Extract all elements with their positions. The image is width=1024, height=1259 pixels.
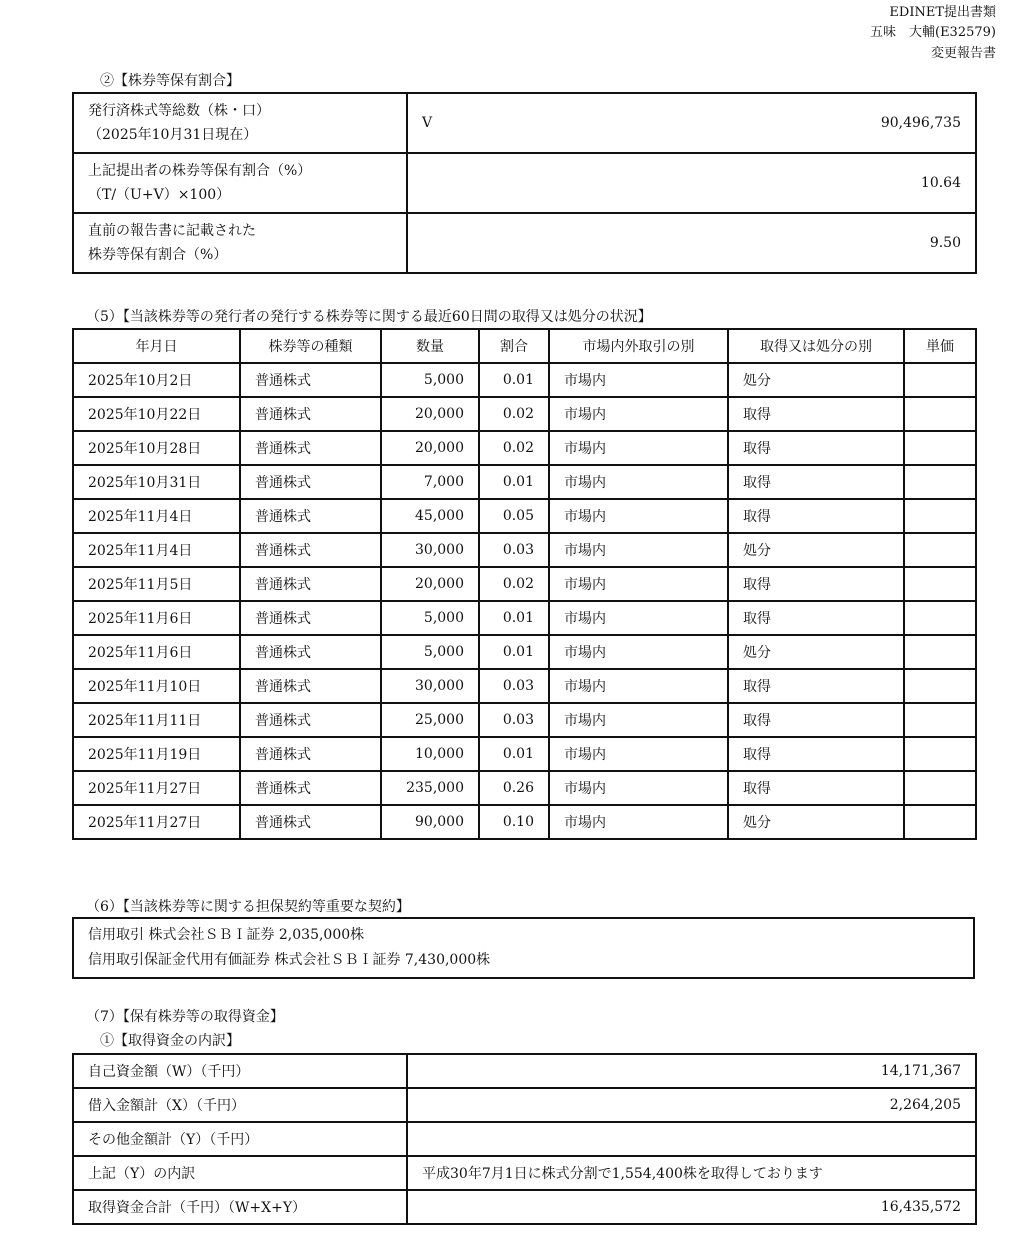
ratio-cell: 0.01 bbox=[479, 737, 549, 771]
row-value: 90,496,735 bbox=[880, 115, 961, 131]
funds-value bbox=[407, 1122, 976, 1156]
date-cell: 2025年10月28日 bbox=[73, 431, 240, 465]
action-cell: 処分 bbox=[728, 805, 904, 839]
type-cell: 普通株式 bbox=[240, 533, 381, 567]
price-cell bbox=[904, 601, 976, 635]
funds-value: 2,264,205 bbox=[407, 1088, 976, 1122]
market-cell: 市場内 bbox=[549, 601, 728, 635]
ratio-cell: 0.02 bbox=[479, 567, 549, 601]
table-row bbox=[73, 567, 976, 601]
value-cell bbox=[407, 213, 976, 273]
funds-value: 16,435,572 bbox=[407, 1190, 976, 1224]
market-cell: 市場内 bbox=[549, 499, 728, 533]
quantity-cell: 30,000 bbox=[381, 669, 479, 703]
type-cell: 普通株式 bbox=[240, 805, 381, 839]
header-action: 取得又は処分の別 bbox=[728, 329, 904, 363]
ratio-cell: 0.03 bbox=[479, 533, 549, 567]
funds-label: 自己資金額（W）（千円） bbox=[73, 1054, 407, 1088]
market-cell: 市場内 bbox=[549, 703, 728, 737]
quantity-cell: 20,000 bbox=[381, 397, 479, 431]
funds-label: 取得資金合計（千円）（W+X+Y） bbox=[73, 1190, 407, 1224]
price-cell bbox=[904, 771, 976, 805]
table-row bbox=[73, 499, 976, 533]
ratio-cell: 0.01 bbox=[479, 635, 549, 669]
holding-ratio-title: ②【株券等保有割合】 bbox=[100, 73, 240, 89]
ratio-cell: 0.02 bbox=[479, 397, 549, 431]
quantity-cell: 5,000 bbox=[381, 635, 479, 669]
date-cell: 2025年10月31日 bbox=[73, 465, 240, 499]
market-cell: 市場内 bbox=[549, 533, 728, 567]
row-sublabel: 株券等保有割合（%） bbox=[88, 247, 228, 263]
quantity-cell: 7,000 bbox=[381, 465, 479, 499]
type-cell: 普通株式 bbox=[240, 397, 381, 431]
type-cell: 普通株式 bbox=[240, 465, 381, 499]
action-cell: 取得 bbox=[728, 703, 904, 737]
row-value: 10.64 bbox=[920, 175, 961, 191]
action-cell: 取得 bbox=[728, 737, 904, 771]
quantity-cell: 5,000 bbox=[381, 363, 479, 397]
market-cell: 市場内 bbox=[549, 669, 728, 703]
market-cell: 市場内 bbox=[549, 635, 728, 669]
market-cell: 市場内 bbox=[549, 465, 728, 499]
funds-value: 平成30年7月1日に株式分割で1,554,400株を取得しております bbox=[407, 1156, 976, 1190]
table-row bbox=[73, 1190, 976, 1224]
ratio-cell: 0.10 bbox=[479, 805, 549, 839]
table-row bbox=[73, 918, 974, 978]
header-quantity: 数量 bbox=[381, 329, 479, 363]
ratio-cell: 0.05 bbox=[479, 499, 549, 533]
quantity-cell: 45,000 bbox=[381, 499, 479, 533]
table-row bbox=[73, 363, 976, 397]
label-cell bbox=[73, 213, 407, 273]
action-cell: 取得 bbox=[728, 397, 904, 431]
header-type: 株券等の種類 bbox=[240, 329, 381, 363]
ratio-cell: 0.01 bbox=[479, 601, 549, 635]
date-cell: 2025年11月27日 bbox=[73, 771, 240, 805]
ratio-cell: 0.02 bbox=[479, 431, 549, 465]
doc-header-filer: 五味 大輔(E32579) bbox=[870, 25, 996, 40]
date-cell: 2025年11月11日 bbox=[73, 703, 240, 737]
doc-header-edinet: EDINET提出書類 bbox=[889, 5, 996, 20]
header-date: 年月日 bbox=[73, 329, 240, 363]
table-row bbox=[73, 153, 976, 213]
funds-label: その他金額計（Y）（千円） bbox=[73, 1122, 407, 1156]
table-row bbox=[73, 213, 976, 273]
type-cell: 普通株式 bbox=[240, 635, 381, 669]
table-row bbox=[73, 533, 976, 567]
action-cell: 取得 bbox=[728, 499, 904, 533]
price-cell bbox=[904, 431, 976, 465]
type-cell: 普通株式 bbox=[240, 669, 381, 703]
price-cell bbox=[904, 669, 976, 703]
value-cell bbox=[407, 93, 976, 153]
price-cell bbox=[904, 465, 976, 499]
type-cell: 普通株式 bbox=[240, 601, 381, 635]
table-header-row bbox=[73, 329, 976, 363]
value-cell bbox=[407, 153, 976, 213]
table-row bbox=[73, 431, 976, 465]
header-price: 単価 bbox=[904, 329, 976, 363]
price-cell bbox=[904, 363, 976, 397]
value-code: V bbox=[422, 115, 433, 131]
header-ratio: 割合 bbox=[479, 329, 549, 363]
quantity-cell: 10,000 bbox=[381, 737, 479, 771]
quantity-cell: 20,000 bbox=[381, 431, 479, 465]
doc-header-report-type: 変更報告書 bbox=[930, 46, 996, 61]
market-cell: 市場内 bbox=[549, 397, 728, 431]
funds-table bbox=[72, 1053, 977, 1225]
ratio-cell: 0.01 bbox=[479, 363, 549, 397]
type-cell: 普通株式 bbox=[240, 771, 381, 805]
funds-label: 借入金額計（X）（千円） bbox=[73, 1088, 407, 1122]
table-row bbox=[73, 93, 976, 153]
ratio-cell: 0.26 bbox=[479, 771, 549, 805]
funds-value: 14,171,367 bbox=[407, 1054, 976, 1088]
type-cell: 普通株式 bbox=[240, 703, 381, 737]
market-cell: 市場内 bbox=[549, 771, 728, 805]
contract-line: 信用取引 株式会社ＳＢＩ証券 2,035,000株 bbox=[88, 927, 365, 943]
action-cell: 取得 bbox=[728, 567, 904, 601]
contracts-cell bbox=[73, 918, 974, 978]
row-sublabel: （2025年10月31日現在） bbox=[88, 127, 258, 143]
row-label: 上記提出者の株券等保有割合（%） bbox=[88, 163, 312, 179]
quantity-cell: 90,000 bbox=[381, 805, 479, 839]
date-cell: 2025年11月5日 bbox=[73, 567, 240, 601]
action-cell: 取得 bbox=[728, 771, 904, 805]
action-cell: 処分 bbox=[728, 363, 904, 397]
table-row bbox=[73, 397, 976, 431]
type-cell: 普通株式 bbox=[240, 431, 381, 465]
action-cell: 処分 bbox=[728, 635, 904, 669]
table-row bbox=[73, 465, 976, 499]
market-cell: 市場内 bbox=[549, 431, 728, 465]
contracts-table bbox=[72, 917, 975, 979]
table-row bbox=[73, 1122, 976, 1156]
action-cell: 処分 bbox=[728, 533, 904, 567]
price-cell bbox=[904, 703, 976, 737]
date-cell: 2025年11月6日 bbox=[73, 601, 240, 635]
table-row bbox=[73, 703, 976, 737]
funds-label: 上記（Y）の内訳 bbox=[73, 1156, 407, 1190]
table-row bbox=[73, 601, 976, 635]
market-cell: 市場内 bbox=[549, 567, 728, 601]
date-cell: 2025年11月10日 bbox=[73, 669, 240, 703]
table-row bbox=[73, 771, 976, 805]
price-cell bbox=[904, 635, 976, 669]
table-row bbox=[73, 1054, 976, 1088]
price-cell bbox=[904, 805, 976, 839]
ratio-cell: 0.03 bbox=[479, 703, 549, 737]
row-label: 発行済株式等総数（株・口） bbox=[88, 103, 270, 119]
action-cell: 取得 bbox=[728, 669, 904, 703]
table-row bbox=[73, 1156, 976, 1190]
date-cell: 2025年11月4日 bbox=[73, 533, 240, 567]
row-sublabel: （T/（U+V）×100） bbox=[88, 187, 231, 203]
header-market: 市場内外取引の別 bbox=[549, 329, 728, 363]
label-cell bbox=[73, 153, 407, 213]
quantity-cell: 235,000 bbox=[381, 771, 479, 805]
transactions-table bbox=[72, 328, 977, 840]
type-cell: 普通株式 bbox=[240, 567, 381, 601]
table-row bbox=[73, 1088, 976, 1122]
market-cell: 市場内 bbox=[549, 805, 728, 839]
type-cell: 普通株式 bbox=[240, 363, 381, 397]
quantity-cell: 25,000 bbox=[381, 703, 479, 737]
action-cell: 取得 bbox=[728, 465, 904, 499]
row-value: 9.50 bbox=[929, 235, 961, 251]
quantity-cell: 30,000 bbox=[381, 533, 479, 567]
price-cell bbox=[904, 533, 976, 567]
type-cell: 普通株式 bbox=[240, 737, 381, 771]
funds-title: （7）【保有株券等の取得資金】 bbox=[86, 1009, 284, 1025]
date-cell: 2025年10月2日 bbox=[73, 363, 240, 397]
holding-ratio-table bbox=[72, 92, 977, 274]
action-cell: 取得 bbox=[728, 601, 904, 635]
date-cell: 2025年11月27日 bbox=[73, 805, 240, 839]
action-cell: 取得 bbox=[728, 431, 904, 465]
market-cell: 市場内 bbox=[549, 737, 728, 771]
price-cell bbox=[904, 397, 976, 431]
date-cell: 2025年11月4日 bbox=[73, 499, 240, 533]
price-cell bbox=[904, 499, 976, 533]
table-row bbox=[73, 669, 976, 703]
row-label: 直前の報告書に記載された bbox=[88, 223, 256, 239]
contracts-title: （6）【当該株券等に関する担保契約等重要な契約】 bbox=[86, 899, 410, 915]
transactions-title: （5）【当該株券等の発行者の発行する株券等に関する最近60日間の取得又は処分の状況】 bbox=[86, 309, 652, 325]
ratio-cell: 0.03 bbox=[479, 669, 549, 703]
quantity-cell: 5,000 bbox=[381, 601, 479, 635]
table-row bbox=[73, 635, 976, 669]
type-cell: 普通株式 bbox=[240, 499, 381, 533]
table-row bbox=[73, 805, 976, 839]
label-cell bbox=[73, 93, 407, 153]
price-cell bbox=[904, 737, 976, 771]
contract-line: 信用取引保証金代用有価証券 株式会社ＳＢＩ証券 7,430,000株 bbox=[88, 952, 491, 968]
ratio-cell: 0.01 bbox=[479, 465, 549, 499]
table-row bbox=[73, 737, 976, 771]
date-cell: 2025年10月22日 bbox=[73, 397, 240, 431]
funds-subtitle: ①【取得資金の内訳】 bbox=[100, 1033, 240, 1049]
price-cell bbox=[904, 567, 976, 601]
date-cell: 2025年11月6日 bbox=[73, 635, 240, 669]
market-cell: 市場内 bbox=[549, 363, 728, 397]
quantity-cell: 20,000 bbox=[381, 567, 479, 601]
date-cell: 2025年11月19日 bbox=[73, 737, 240, 771]
